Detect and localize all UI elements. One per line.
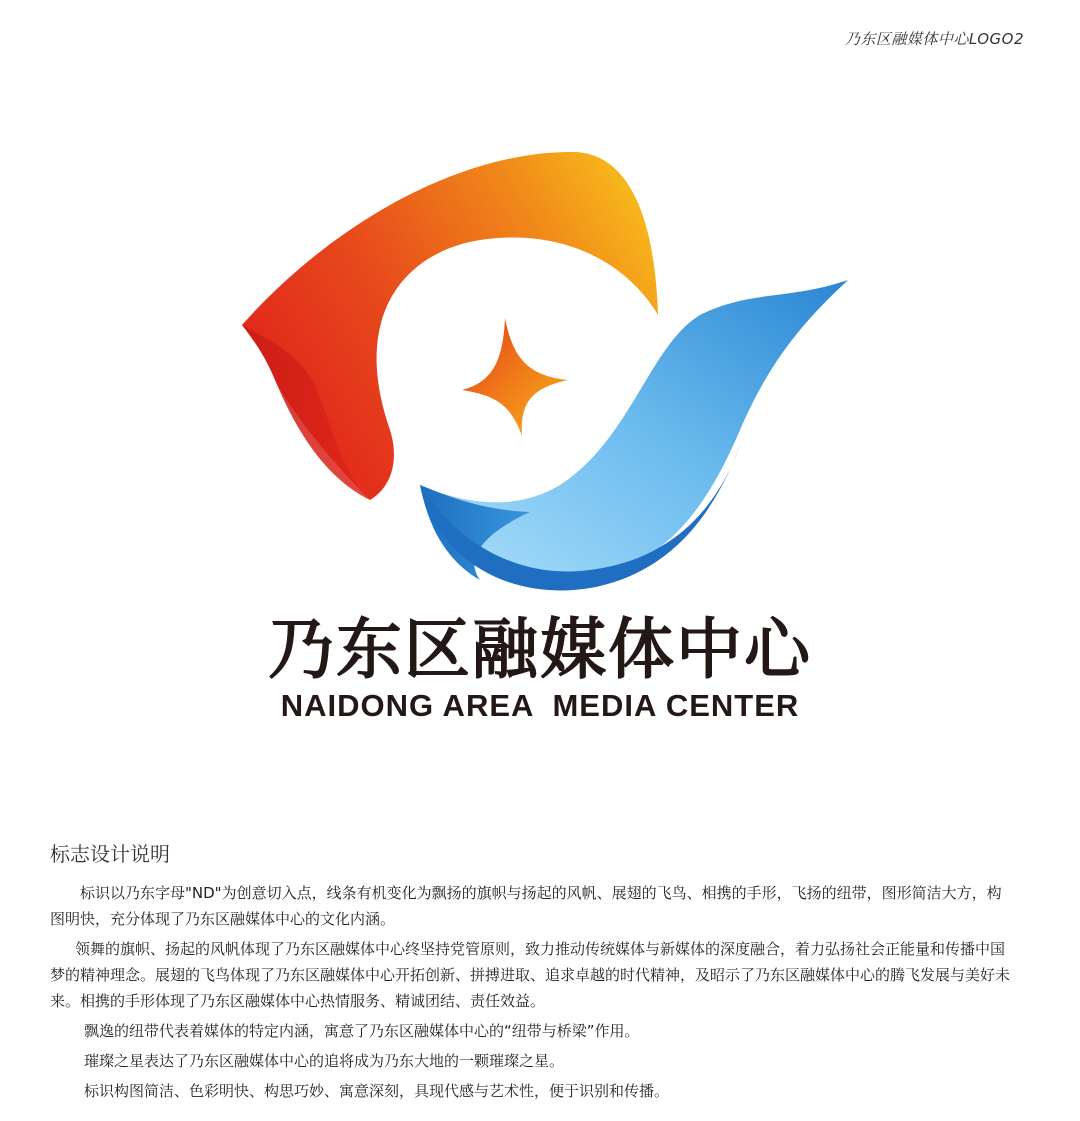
flag-swoosh (242, 152, 658, 500)
description-paragraph: 标识以乃东字母"ND"为创意切入点，线条有机变化为飘扬的旗帜与扬起的风帆、展翅的飞鸟、相携的手形，飞扬的纽带，图形简洁大方，构图明快，充分体现了乃东区融媒体中心的文化内涵。 (50, 884, 1002, 928)
description-body (50, 880, 1010, 1104)
description-paragraph: 飘逸的纽带代表着媒体的特定内涵，寓意了乃东区融媒体中心的“纽带与桥梁”作用。 (84, 1022, 640, 1040)
star-icon (462, 318, 568, 436)
description-paragraph: 璀璨之星表达了乃东区融媒体中心的追将成为乃东大地的一颗璀璨之星。 (84, 1052, 565, 1070)
header-caption: 乃东区融媒体中心LOGO2 (844, 30, 1024, 48)
logo-graphic (230, 140, 870, 610)
section-heading: 标志设计说明 (50, 842, 170, 866)
description-paragraph: 领舞的旗帜、扬起的风帆体现了乃东区融媒体中心终坚持党管原则，致力推动传统媒体与新媒体的深度融合，着力弘扬社会正能量和传播中国梦的精神理念。展翅的飞鸟体现了乃东区融媒体中心开拓创新、拼搏进取、追求卓越的时代精神，及昭示了乃东区融媒体中心的腾飞发展与美好未来。相携的手形体现了乃东区融媒体中心热情服务、精诚团结、责任效益。 (50, 940, 1011, 1010)
logo-mark (230, 140, 870, 610)
logo-title-en: NAIDONG AREA MEDIA CENTER (280, 688, 800, 723)
description-paragraph: 标识构图简洁、色彩明快、构思巧妙、寓意深刻，具现代感与艺术性，便于识别和传播。 (84, 1082, 670, 1100)
logo-title-cn: 乃东区融媒体中心 (268, 611, 812, 688)
